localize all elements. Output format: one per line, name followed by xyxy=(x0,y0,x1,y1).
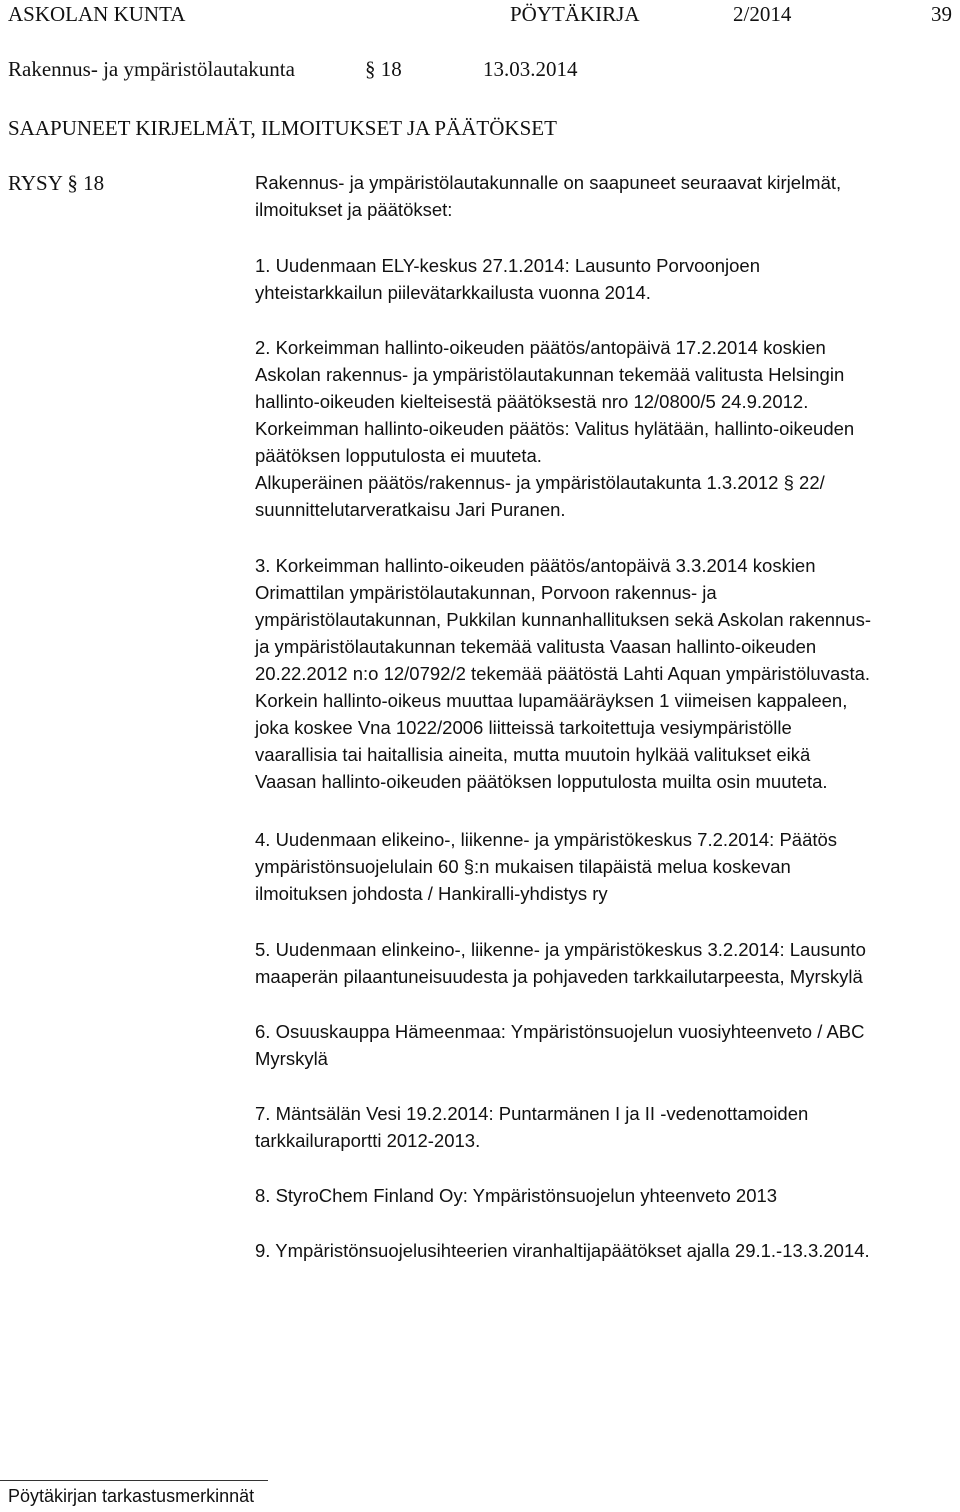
meeting-date: 13.03.2014 xyxy=(483,57,578,81)
body-line: Orimattilan ympäristölautakunnan, Porvoon rakennus- ja xyxy=(255,582,717,603)
section-label: RYSY § 18 xyxy=(8,171,105,195)
body-line: ympäristölautakunnan, Pukkilan kunnanhallituksen sekä Askolan rakennus- xyxy=(255,609,872,630)
body-line: hallinto-oikeuden kielteisestä päätöksestä nro 12/0800/5 24.9.2012. xyxy=(255,391,809,412)
footer-label: Pöytäkirjan tarkastusmerkinnät xyxy=(8,1486,255,1506)
body-line: suunnittelutarveratkaisu Jari Puranen. xyxy=(255,499,566,520)
document-number: 2/2014 xyxy=(733,2,792,26)
body-line: ja ympäristölautakunnan tekemää valitusta Vaasan hallinto-oikeuden xyxy=(255,636,817,657)
body-line: Korkein hallinto-oikeus muuttaa lupamääräyksen 1 viimeisen kappaleen, xyxy=(255,690,848,711)
body-line: tarkkailuraportti 2012-2013. xyxy=(255,1130,481,1151)
body-line: ilmoituksen johdosta / Hankiralli-yhdistys ry xyxy=(255,883,608,904)
list-item-8: 8. StyroChem Finland Oy: Ympäristönsuojelun yhteenveto 2013 xyxy=(255,1185,778,1206)
body-line: ilmoitukset ja päätökset: xyxy=(255,199,453,220)
body-line: Askolan rakennus- ja ympäristölautakunnan tekemää valitusta Helsingin xyxy=(255,364,845,385)
list-item-3: 3. Korkeimman hallinto-oikeuden päätös/antopäivä 3.3.2014 koskien xyxy=(255,555,816,576)
body-line: Myrskylä xyxy=(255,1048,328,1069)
list-item-1: 1. Uudenmaan ELY-keskus 27.1.2014: Lausunto Porvoonjoen xyxy=(255,255,761,276)
body-line: 20.22.2012 n:o 12/0792/2 tekemää päätöstä Lahti Aquan ympäristöluvasta. xyxy=(255,663,871,684)
body-line: maaperän pilaantuneisuudesta ja pohjaveden tarkkailutarpeesta, Myrskylä xyxy=(255,966,863,987)
committee-name: Rakennus- ja ympäristölautakunta xyxy=(8,57,295,81)
section-number: § 18 xyxy=(365,57,402,81)
list-item-2: 2. Korkeimman hallinto-oikeuden päätös/antopäivä 17.2.2014 koskien xyxy=(255,337,826,358)
list-item-4: 4. Uudenmaan elikeino-, liikenne- ja ympäristökeskus 7.2.2014: Päätös xyxy=(255,829,838,850)
list-item-6: 6. Osuuskauppa Hämeenmaa: Ympäristönsuojelun vuosiyhteenveto / ABC xyxy=(255,1021,865,1042)
footer-divider xyxy=(0,1480,268,1481)
page-number: 39 xyxy=(931,2,952,26)
body-line: päätöksen lopputulosta ei muuteta. xyxy=(255,445,542,466)
body-line: yhteistarkkailun piilevätarkkailusta vuonna 2014. xyxy=(255,282,651,303)
body-line: vaarallisia tai haitallisia aineita, mutta muutoin hylkää valitukset eikä xyxy=(255,744,811,765)
list-item-9: 9. Ympäristönsuojelusihteerien viranhaltijapäätökset ajalla 29.1.-13.3.2014. xyxy=(255,1240,870,1261)
body-line: Rakennus- ja ympäristölautakunnalle on saapuneet seuraavat kirjelmät, xyxy=(255,172,842,193)
section-title: SAAPUNEET KIRJELMÄT, ILMOITUKSET JA PÄÄTÖKSET xyxy=(8,116,557,140)
body-line: ympäristönsuojelulain 60 §:n mukaisen tilapäistä melua koskevan xyxy=(255,856,791,877)
body-line: Vaasan hallinto-oikeuden päätöksen lopputulosta muilta osin muuteta. xyxy=(255,771,828,792)
body-line: Korkeimman hallinto-oikeuden päätös: Valitus hylätään, hallinto-oikeuden xyxy=(255,418,855,439)
document-type: PÖYTÄKIRJA xyxy=(510,2,640,26)
list-item-7: 7. Mäntsälän Vesi 19.2.2014: Puntarmänen I ja II -vedenottamoiden xyxy=(255,1103,809,1124)
body-line: joka koskee Vna 1022/2006 liitteissä tarkoitettuja vesiympäristölle xyxy=(255,717,792,738)
municipality-name: ASKOLAN KUNTA xyxy=(8,2,186,26)
list-item-5: 5. Uudenmaan elinkeino-, liikenne- ja ympäristökeskus 3.2.2014: Lausunto xyxy=(255,939,866,960)
body-line: Alkuperäinen päätös/rakennus- ja ympäristölautakunta 1.3.2012 § 22/ xyxy=(255,472,825,493)
